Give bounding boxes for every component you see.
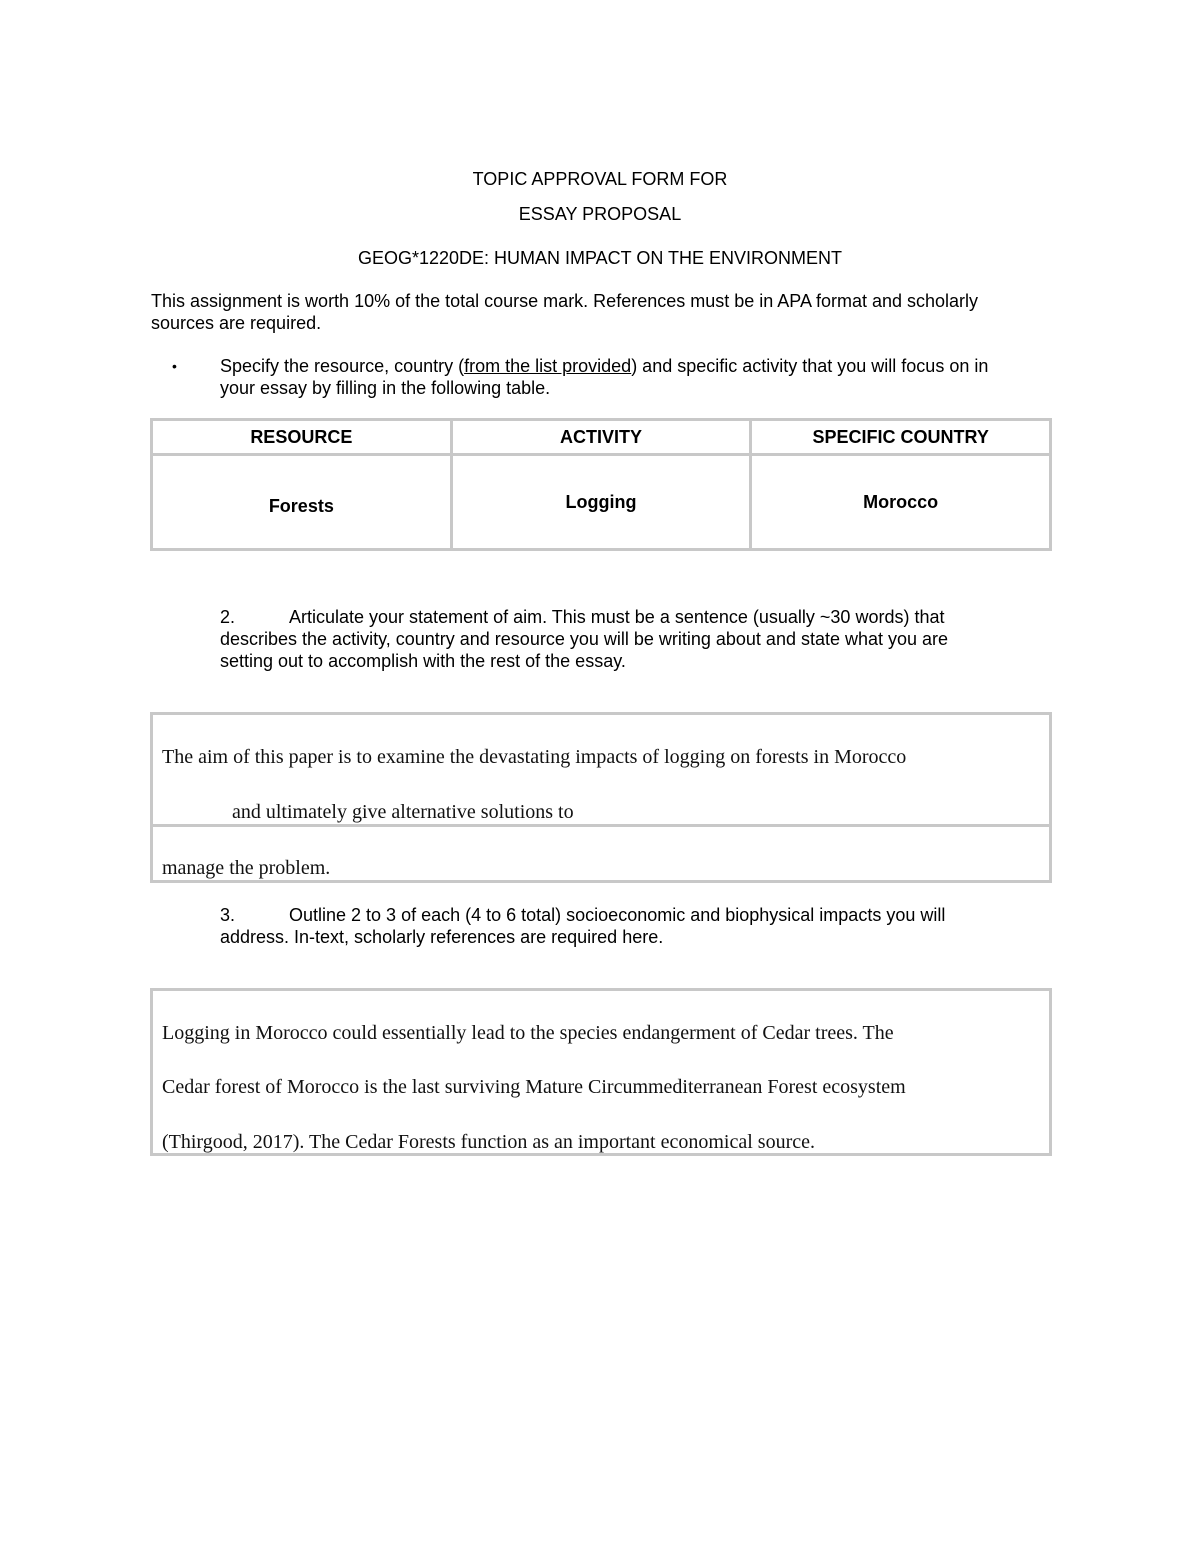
- table-header-row: [152, 420, 1051, 455]
- intro-line-2: sources are required.: [151, 313, 322, 333]
- list-provided-link[interactable]: from the list provided: [464, 356, 632, 376]
- header-activity: ACTIVITY: [451, 420, 751, 455]
- aim-statement-box-continued[interactable]: [150, 824, 1052, 883]
- item-2-line-1: Articulate your statement of aim. This must be a sentence (usually ~30 words) that: [289, 607, 945, 627]
- table-row: [152, 455, 1051, 550]
- impacts-line-2: Cedar forest of Morocco is the last surviving Mature Circummediterranean Forest ecosystem: [162, 1076, 906, 1098]
- header-resource: RESOURCE: [152, 420, 452, 455]
- item-1-pre: Specify the resource, country (: [220, 356, 465, 376]
- cell-activity[interactable]: Logging: [451, 455, 751, 550]
- aim-statement-box[interactable]: [150, 712, 1052, 827]
- item-3-number: 3.: [220, 905, 236, 925]
- cell-resource[interactable]: Forests: [152, 455, 452, 550]
- item-2-line-3: setting out to accomplish with the rest of the essay.: [220, 651, 626, 671]
- item-1-instructions: [220, 355, 1060, 399]
- intro-paragraph: [151, 290, 1051, 334]
- course-title: GEOG*1220DE: HUMAN IMPACT ON THE ENVIRONMENT: [357, 248, 843, 268]
- item-2-line-2: describes the activity, country and resource you will be writing about and state what you are: [220, 629, 949, 649]
- item-3-line-2: address. In-text, scholarly references are required here.: [220, 927, 664, 947]
- header-country: SPECIFIC COUNTRY: [751, 420, 1051, 455]
- impacts-line-1: Logging in Morocco could essentially lead to the species endangerment of Cedar trees. The: [162, 1022, 894, 1044]
- item-1-line-1: [220, 355, 1060, 377]
- aim-line-1: The aim of this paper is to examine the devastating impacts of logging on forests in Morocco: [162, 746, 907, 768]
- impacts-line-3: (Thirgood, 2017). The Cedar Forests function as an important economical source.: [162, 1131, 815, 1153]
- form-subtitle: ESSAY PROPOSAL: [518, 204, 682, 224]
- bullet-icon: •: [172, 358, 177, 374]
- intro-line-1: This assignment is worth 10% of the total course mark. References must be in APA format and scholarly: [151, 291, 979, 311]
- resource-table: [150, 418, 1052, 551]
- item-3-line-1: Outline 2 to 3 of each (4 to 6 total) socioeconomic and biophysical impacts you will: [289, 905, 946, 925]
- cell-country[interactable]: Morocco: [751, 455, 1051, 550]
- item-1-post: ) and specific activity that you will focus on in: [631, 356, 989, 376]
- item-2-number: 2.: [220, 607, 236, 627]
- aim-line-2: and ultimately give alternative solutions to: [232, 801, 574, 823]
- form-title: TOPIC APPROVAL FORM FOR: [472, 169, 728, 189]
- impacts-box[interactable]: [150, 988, 1052, 1156]
- item-1-line-2: your essay by filling in the following table.: [220, 378, 551, 398]
- aim-line-3: manage the problem.: [162, 857, 331, 879]
